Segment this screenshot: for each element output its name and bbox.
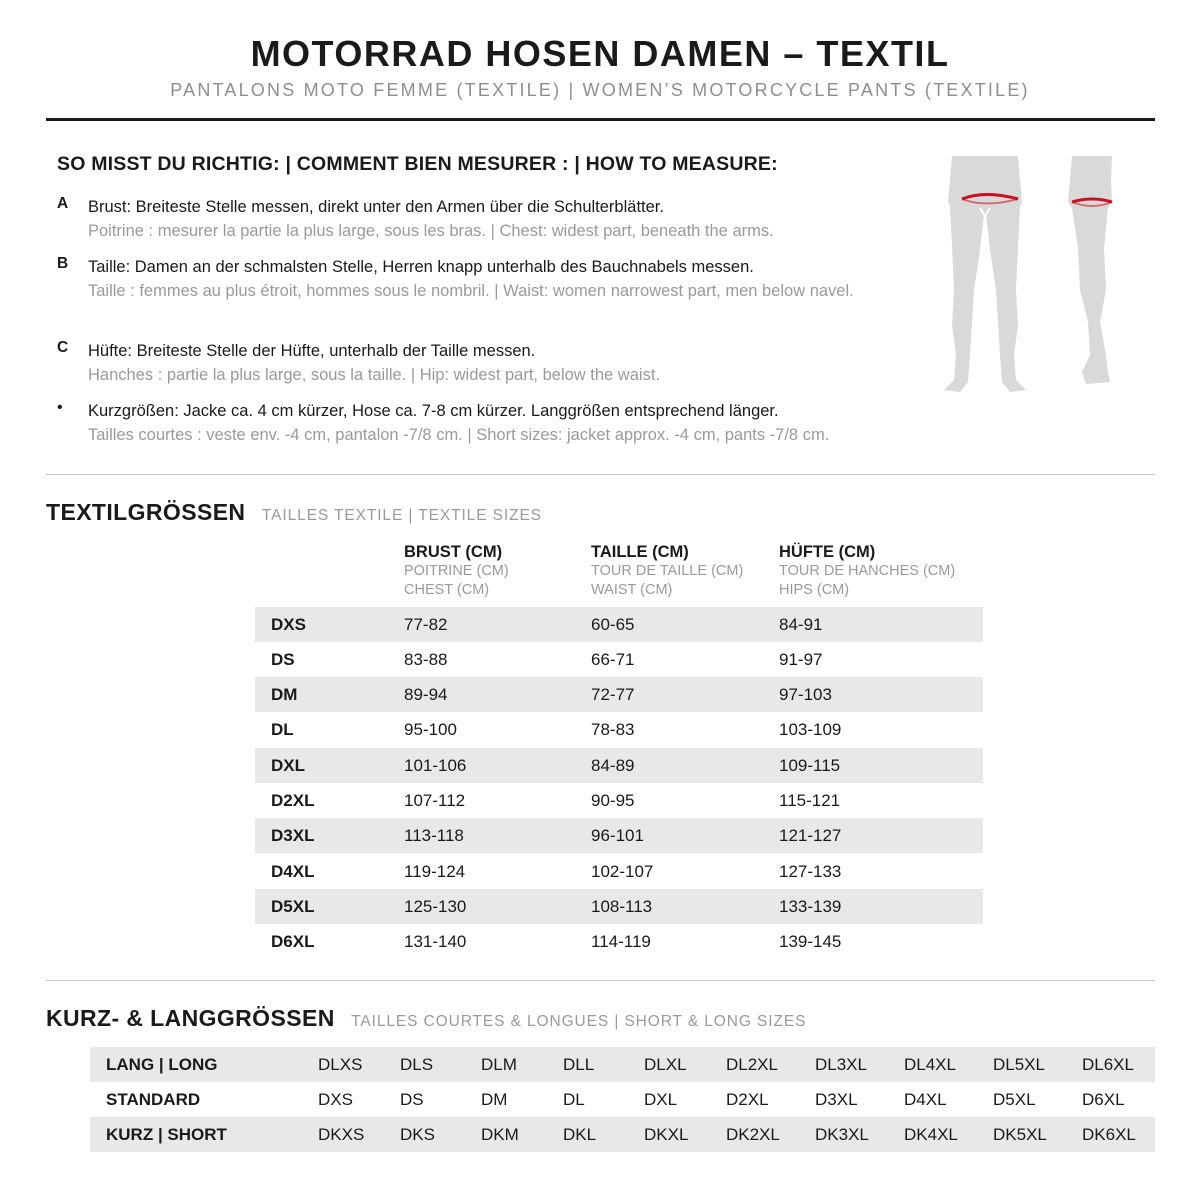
hips-value: 84-91 xyxy=(779,615,823,634)
chest-value: 107-112 xyxy=(404,791,466,810)
measure-text-translation: Hanches : partie la plus large, sous la taille. | Hip: widest part, below the waist. xyxy=(88,366,660,384)
size-cell: DKS xyxy=(400,1125,435,1144)
size-cell: D3XL xyxy=(815,1090,858,1109)
textile-section-heading xyxy=(46,499,542,526)
size-cell: DL2XL xyxy=(726,1055,778,1074)
waist-value: 96-101 xyxy=(591,826,644,845)
hips-value: 133-139 xyxy=(779,897,842,916)
size-cell: DK3XL xyxy=(815,1125,869,1144)
table-row xyxy=(255,924,983,959)
size-label: DXS xyxy=(271,615,306,634)
waist-value: 108-113 xyxy=(591,897,653,916)
measure-marker: B xyxy=(57,255,69,272)
table-row xyxy=(255,642,983,677)
chest-value: 83-88 xyxy=(404,650,448,669)
front-figure-icon xyxy=(944,156,1026,392)
measure-item-c xyxy=(57,339,877,387)
section-divider xyxy=(46,474,1155,475)
lengths-section-heading xyxy=(46,1005,806,1032)
column-header-translation: HIPS (CM) xyxy=(779,582,850,598)
table-row xyxy=(255,748,983,783)
size-cell: DL4XL xyxy=(904,1055,956,1074)
chest-value: 101-106 xyxy=(404,756,467,775)
section-divider xyxy=(46,980,1155,981)
size-cell: DLXL xyxy=(644,1055,687,1074)
hips-value: 109-115 xyxy=(779,756,841,775)
header-divider xyxy=(46,118,1155,121)
measure-text-de: Hüfte: Breiteste Stelle der Hüfte, unterhalb der Taille messen. xyxy=(88,342,536,360)
measure-text-de: Taille: Damen an der schmalsten Stelle, Herren knapp unterhalb des Bauchnabels messen. xyxy=(88,258,754,276)
measure-marker: A xyxy=(57,195,69,212)
column-header-hips xyxy=(779,543,955,600)
table-row xyxy=(255,854,983,889)
size-cell: DK6XL xyxy=(1082,1125,1136,1144)
size-label: DM xyxy=(271,685,298,704)
column-header-translation: POITRINE (CM) xyxy=(404,563,509,579)
waist-value: 114-119 xyxy=(591,932,651,951)
chest-value: 77-82 xyxy=(404,615,448,634)
chest-value: 131-140 xyxy=(404,932,467,951)
size-cell: DL5XL xyxy=(993,1055,1045,1074)
column-header-translation: TOUR DE TAILLE (CM) xyxy=(591,563,744,579)
row-label: KURZ | SHORT xyxy=(106,1125,227,1144)
column-header-title: HÜFTE (CM) xyxy=(779,543,876,561)
hips-value: 139-145 xyxy=(779,932,842,951)
hips-value: 91-97 xyxy=(779,650,823,669)
size-label: D5XL xyxy=(271,897,315,916)
chest-value: 119-124 xyxy=(404,862,466,881)
size-cell: DLXS xyxy=(318,1055,363,1074)
size-cell: DK2XL xyxy=(726,1125,780,1144)
size-cell: DLM xyxy=(481,1055,517,1074)
table-row-short xyxy=(90,1117,1155,1152)
table-row xyxy=(255,783,983,818)
size-cell: D2XL xyxy=(726,1090,769,1109)
measure-text-translation: Poitrine : mesurer la partie la plus large, sous les bras. | Chest: widest part, beneath the arms. xyxy=(88,222,774,240)
size-label: DL xyxy=(271,720,294,739)
measure-text-de: Kurzgrößen: Jacke ca. 4 cm kürzer, Hose ca. 7-8 cm kürzer. Langgrößen entsprechend länger. xyxy=(88,402,779,420)
size-cell: DXS xyxy=(318,1090,353,1109)
column-header-translation: TOUR DE HANCHES (CM) xyxy=(779,563,956,579)
textile-heading: TEXTILGRÖSSEN xyxy=(46,499,246,525)
lengths-subheading: TAILLES COURTES & LONGUES | SHORT & LONG SIZES xyxy=(351,1013,807,1030)
waist-value: 72-77 xyxy=(591,685,635,704)
column-header-translation: CHEST (CM) xyxy=(404,582,490,598)
textile-subheading: TAILLES TEXTILE | TEXTILE SIZES xyxy=(261,507,542,524)
size-cell: DK4XL xyxy=(904,1125,958,1144)
size-label: D4XL xyxy=(271,862,315,881)
size-cell: DM xyxy=(481,1090,508,1109)
size-cell: DLL xyxy=(563,1055,595,1074)
column-header-chest xyxy=(404,543,509,600)
size-label: DXL xyxy=(271,756,305,775)
row-label: STANDARD xyxy=(106,1090,201,1109)
size-cell: DK5XL xyxy=(993,1125,1047,1144)
size-cell: DL6XL xyxy=(1082,1055,1134,1074)
waist-value: 84-89 xyxy=(591,756,635,775)
waist-value: 60-65 xyxy=(591,615,635,634)
size-label: DS xyxy=(271,650,295,669)
table-row xyxy=(255,712,983,747)
hips-value: 115-121 xyxy=(779,791,841,810)
size-cell: D5XL xyxy=(993,1090,1036,1109)
column-header-waist xyxy=(591,543,743,600)
measure-item-b xyxy=(57,255,877,303)
size-cell: DL3XL xyxy=(815,1055,867,1074)
measure-text-translation: Taille : femmes au plus étroit, hommes sous le nombril. | Waist: women narrowest part, men below navel. xyxy=(88,282,854,300)
size-label: D6XL xyxy=(271,932,315,951)
waist-value: 78-83 xyxy=(591,720,635,739)
waist-value: 66-71 xyxy=(591,650,635,669)
table-row-standard xyxy=(90,1082,1155,1117)
hips-value: 127-133 xyxy=(779,862,842,881)
size-cell: D4XL xyxy=(904,1090,947,1109)
size-cell: DKM xyxy=(481,1125,519,1144)
chest-value: 113-118 xyxy=(404,826,464,845)
size-label: D3XL xyxy=(271,826,315,845)
chest-value: 95-100 xyxy=(404,720,457,739)
table-row xyxy=(255,677,983,712)
size-cell: DKXL xyxy=(644,1125,689,1144)
table-row xyxy=(255,607,983,642)
measure-item-note xyxy=(57,399,877,447)
size-cell: D6XL xyxy=(1082,1090,1125,1109)
measure-text-translation: Tailles courtes : veste env. -4 cm, pantalon -7/8 cm. | Short sizes: jacket approx. -4 cm, pants -7/8 cm. xyxy=(88,426,830,444)
column-header-translation: WAIST (CM) xyxy=(591,582,673,598)
table-row xyxy=(255,818,983,853)
size-cell: DS xyxy=(400,1090,424,1109)
waist-value: 102-107 xyxy=(591,862,654,881)
waist-value: 90-95 xyxy=(591,791,635,810)
body-measurement-figure xyxy=(940,150,1120,400)
table-row-long xyxy=(90,1047,1155,1082)
chest-value: 125-130 xyxy=(404,897,467,916)
lengths-heading: KURZ- & LANGGRÖSSEN xyxy=(46,1005,335,1031)
hips-value: 97-103 xyxy=(779,685,832,704)
size-label: D2XL xyxy=(271,791,315,810)
page-title: MOTORRAD HOSEN DAMEN – TEXTIL xyxy=(250,33,950,74)
size-cell: DKL xyxy=(563,1125,597,1144)
measure-heading: SO MISST DU RICHTIG: | COMMENT BIEN MESURER : | HOW TO MEASURE: xyxy=(57,153,778,175)
measure-text-de: Brust: Breiteste Stelle messen, direkt unter den Armen über die Schulterblätter. xyxy=(88,198,664,216)
size-cell: DKXS xyxy=(318,1125,365,1144)
column-header-title: TAILLE (CM) xyxy=(591,543,689,561)
measure-marker: C xyxy=(57,339,69,356)
hips-value: 103-109 xyxy=(779,720,842,739)
page-subtitle: PANTALONS MOTO FEMME (TEXTILE) | WOMEN’S MOTORCYCLE PANTS (TEXTILE) xyxy=(170,80,1030,100)
side-figure-icon xyxy=(1068,156,1112,384)
hips-value: 121-127 xyxy=(779,826,842,845)
size-cell: DL xyxy=(563,1090,585,1109)
size-cell: DLS xyxy=(400,1055,434,1074)
table-row xyxy=(255,889,983,924)
column-header-title: BRUST (CM) xyxy=(404,543,503,561)
bullet-icon: • xyxy=(57,399,63,416)
chest-value: 89-94 xyxy=(404,685,448,704)
measure-item-a xyxy=(57,195,877,243)
row-label: LANG | LONG xyxy=(106,1055,218,1074)
size-cell: DXL xyxy=(644,1090,678,1109)
